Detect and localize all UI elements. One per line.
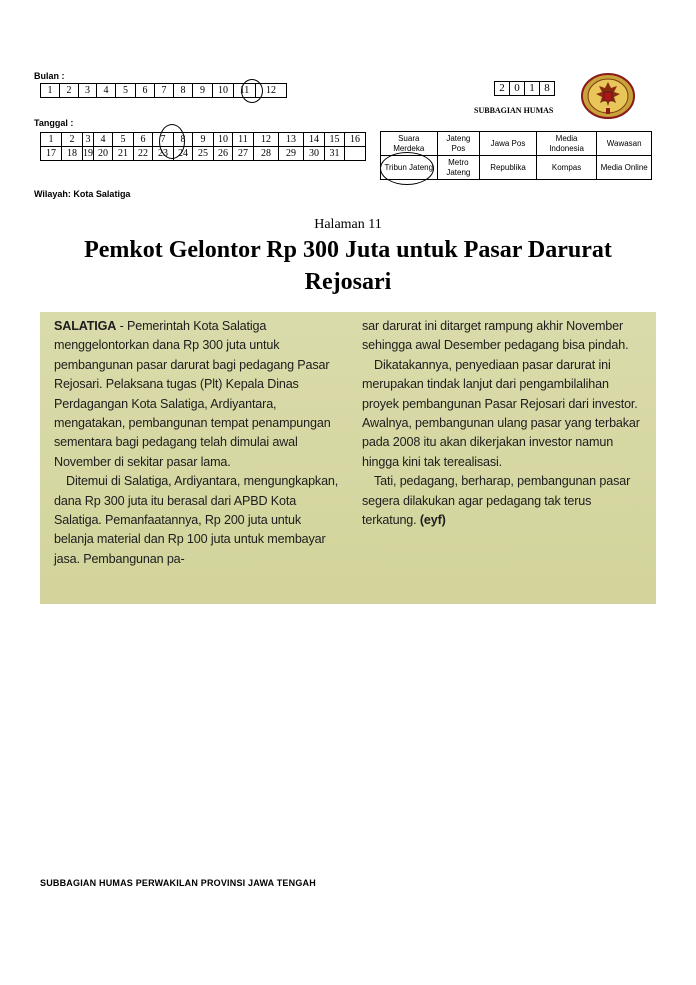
month-cell: 10 bbox=[213, 84, 234, 98]
tanggal-label: Tanggal : bbox=[34, 118, 74, 128]
date-cell: 11 bbox=[233, 133, 254, 147]
article-column-1 bbox=[54, 317, 342, 569]
article-paragraph bbox=[362, 472, 644, 530]
newspaper-cell: Republika bbox=[480, 156, 537, 180]
article-text: - Pemerintah Kota Salatiga menggelontorkan dana Rp 300 juta untuk pembangunan pasar darurat bagi pedagang Pasar Rejosari. Pelaksana tugas (Plt) Kepala Dinas Perdagangan Kota Salatiga, Ardiyantara, mengatakan, pembangunan tempat penampungan sementara bagi pedagang telah dimulai awal November di sekitar pasar lama. bbox=[54, 319, 331, 469]
month-cell: 8 bbox=[174, 84, 193, 98]
date-cell: 1 bbox=[41, 133, 62, 147]
date-cell: 9 bbox=[193, 133, 214, 147]
date-cell: 13 bbox=[279, 133, 304, 147]
date-cell: 23 bbox=[153, 147, 174, 161]
date-cell: 4 bbox=[94, 133, 113, 147]
wilayah-label: Wilayah: Kota Salatiga bbox=[34, 189, 131, 199]
date-cell: 10 bbox=[214, 133, 233, 147]
date-cell: 14 bbox=[304, 133, 325, 147]
year-box bbox=[494, 81, 555, 96]
newspaper-selected-circle bbox=[380, 152, 434, 185]
year-digit-cell: 2 bbox=[495, 82, 510, 96]
month-cell: 5 bbox=[116, 84, 136, 98]
date-cell: 29 bbox=[279, 147, 304, 161]
year-digit-cell: 8 bbox=[540, 82, 555, 96]
news-clipping bbox=[40, 312, 656, 604]
month-cell: 2 bbox=[60, 84, 79, 98]
month-cell: 1 bbox=[41, 84, 60, 98]
date-cell: 2 bbox=[62, 133, 83, 147]
author-initials: (eyf) bbox=[416, 513, 446, 528]
newspaper-cell: Jateng Pos bbox=[437, 132, 480, 156]
month-cell: 12 bbox=[256, 84, 287, 98]
garuda-emblem-icon bbox=[580, 70, 636, 120]
subbagian-humas-label: SUBBAGIAN HUMAS bbox=[474, 106, 554, 115]
date-cell: 16 bbox=[345, 133, 366, 147]
newspaper-cell: Metro Jateng bbox=[437, 156, 480, 180]
month-cell: 9 bbox=[193, 84, 213, 98]
date-cell: 25 bbox=[193, 147, 214, 161]
newspaper-cell: Jawa Pos bbox=[480, 132, 537, 156]
article-column-2 bbox=[362, 317, 644, 530]
date-cell: 19 bbox=[83, 148, 93, 159]
date-cell: 28 bbox=[254, 147, 279, 161]
month-cell: 4 bbox=[97, 84, 116, 98]
article-paragraph: sar darurat ini ditarget rampung akhir November sehingga awal Desember pedagang bisa pindah. bbox=[362, 319, 629, 353]
date-cell: 12 bbox=[254, 133, 279, 147]
date-cell: 20 bbox=[94, 147, 113, 161]
date-cell: 3 bbox=[83, 133, 94, 147]
page-number: Halaman 11 bbox=[314, 217, 382, 232]
tanggal-selected-circle bbox=[159, 124, 185, 159]
article-text: Tati, pedagang, berharap, pembangunan pasar segera dilakukan agar pedagang tak terus terkatung. bbox=[362, 474, 631, 528]
newspaper-cell: Wawasan bbox=[597, 132, 652, 156]
newspaper-cell: Kompas bbox=[536, 156, 597, 180]
date-cell: 31 bbox=[325, 147, 345, 161]
newspaper-cell: Media Online bbox=[597, 156, 652, 180]
year-digit-cell: 0 bbox=[510, 82, 525, 96]
date-cell: 24 bbox=[174, 147, 193, 161]
bulan-label: Bulan : bbox=[34, 71, 65, 81]
date-cell: 15 bbox=[325, 133, 345, 147]
date-cell: 5 bbox=[113, 133, 134, 147]
date-cell bbox=[345, 147, 366, 161]
date-cell: 27 bbox=[233, 147, 254, 161]
month-cell: 6 bbox=[136, 84, 155, 98]
headline: Pemkot Gelontor Rp 300 Juta untuk Pasar Darurat Rejosari bbox=[84, 237, 612, 295]
date-cell: 30 bbox=[304, 147, 325, 161]
month-cell: 11 bbox=[234, 84, 256, 98]
date-cell: 17 bbox=[41, 147, 62, 161]
year-digit-cell: 1 bbox=[525, 82, 540, 96]
bulan-selected-circle bbox=[241, 79, 263, 103]
article-paragraph: Ditemui di Salatiga, Ardiyantara, mengungkapkan, dana Rp 300 juta itu berasal dari APBD Kota Salatiga. Pemanfaatannya, Rp 200 juta untuk belanja material dan Rp 100 juta untuk membayar jasa. Pembangunan pa- bbox=[54, 474, 339, 566]
article-paragraph: Dikatakannya, penyediaan pasar darurat ini merupakan tindak lanjut dari pengambilalihan proyek pembangunan Pasar Rejosari dari investor. Awalnya, pembangunan ulang pasar yang terbakar pada 2008 itu akan dikerjakan investor namun hingga kini tak terealisasi. bbox=[362, 357, 640, 469]
month-cell: 3 bbox=[79, 84, 97, 98]
dateline: SALATIGA bbox=[54, 319, 117, 333]
month-cell: 7 bbox=[155, 84, 174, 98]
date-cell: 6 bbox=[134, 133, 153, 147]
article-paragraph bbox=[54, 317, 342, 472]
date-cell: 22 bbox=[134, 147, 153, 161]
date-cell: 7 bbox=[153, 133, 174, 147]
tanggal-table bbox=[40, 132, 366, 161]
date-cell: 21 bbox=[113, 147, 134, 161]
newspaper-cell: Media Indonesia bbox=[536, 132, 597, 156]
date-cell: 18 bbox=[62, 147, 83, 161]
newspaper-cell: Suara Merdeka bbox=[381, 132, 438, 156]
newspaper-cell: Tribun Jateng bbox=[381, 156, 438, 180]
date-cell: 8 bbox=[174, 133, 193, 147]
date-cell: 26 bbox=[214, 147, 233, 161]
footer-text: SUBBAGIAN HUMAS PERWAKILAN PROVINSI JAWA TENGAH bbox=[40, 878, 316, 888]
